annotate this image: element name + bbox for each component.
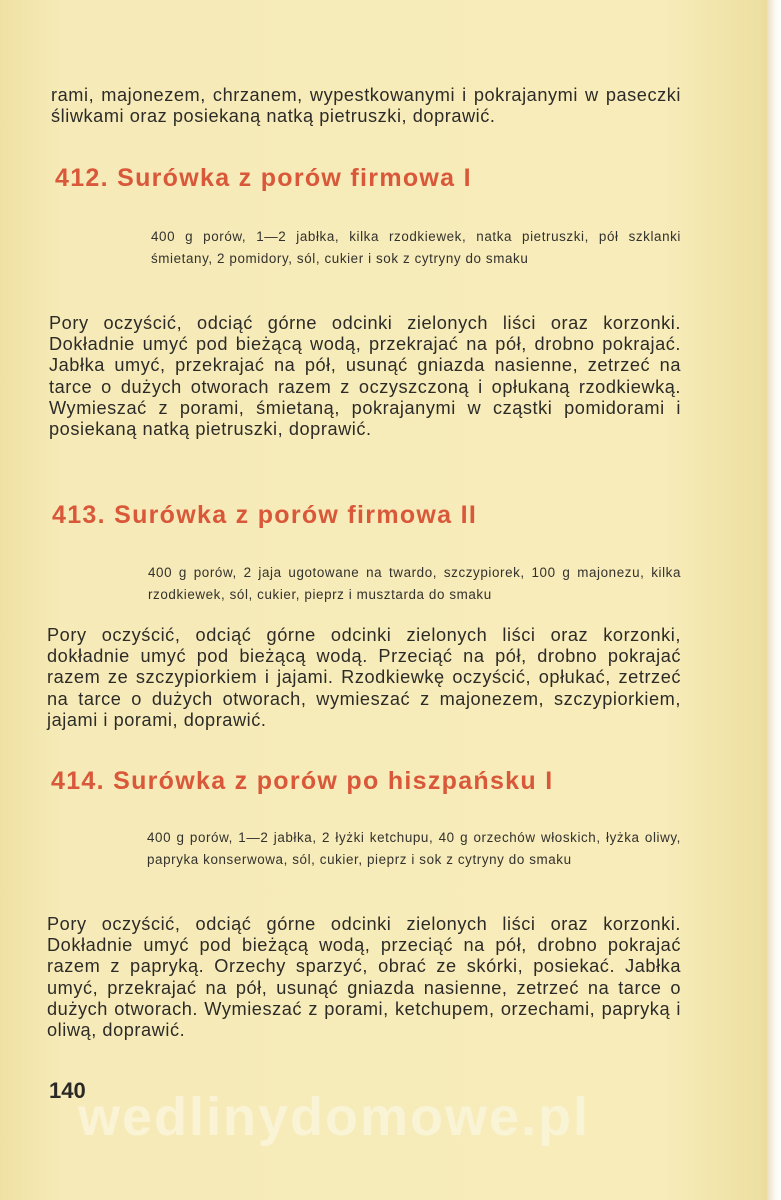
recipe-413-ingredients: 400 g porów, 2 jaja ugotowane na twardo, szczypiorek, 100 g majonezu, kilka rzodkiewek, sól, cukier, pieprz i musztarda do smaku [148, 565, 681, 602]
recipe-413-heading: 413. Surówka z porów firmowa II [52, 501, 478, 529]
recipe-413-instructions: Pory oczyścić, odciąć górne odcinki zielonych liści oraz korzonki, dokładnie umyć pod bieżącą wodą. Przeciąć na pół, drobno pokrajać razem ze szczypiorkiem i jajami. Rzodkiewkę oczyścić, opłukać, zetrzeć na tarce o dużych otworach, wymieszać z majonezem, szczypiorkiem, jajami i porami, doprawić. [47, 625, 681, 730]
recipe-414-heading: 414. Surówka z porów po hiszpańsku I [51, 767, 554, 795]
page-number: 140 [49, 1078, 86, 1103]
intro-paragraph: rami, majonezem, chrzanem, wypestkowanymi i pokrajanymi w paseczki śliwkami oraz posiekaną natką pietruszki, doprawić. [51, 85, 681, 127]
page-edge [767, 0, 781, 1200]
recipe-414-instructions: Pory oczyścić, odciąć górne odcinki zielonych liści oraz korzonki. Dokładnie umyć pod bieżącą wodą, przeciąć na pół, drobno pokrajać razem z papryką. Orzechy sparzyć, obrać ze skórki, posiekać. Jabłka umyć, przekrajać na pół, usunąć gniazda nasienne, zetrzeć na tarce o dużych otworach. Wymieszać z porami, ketchupem, orzechami, papryką i oliwą, doprawić. [47, 914, 681, 1041]
watermark-text: wedlinydomowe.pl [78, 1087, 591, 1147]
recipe-414-ingredients: 400 g porów, 1—2 jabłka, 2 łyżki ketchupu, 40 g orzechów włoskich, łyżka oliwy, papryka konserwowa, sól, cukier, pieprz i sok z cytryny do smaku [147, 830, 681, 867]
recipe-412-instructions: Pory oczyścić, odciąć górne odcinki zielonych liści oraz korzonki. Dokładnie umyć pod bieżącą wodą, przekrajać na pół, drobno pokrajać. Jabłka umyć, przekrajać na pół, usunąć gniazda nasienne, zetrzeć na tarce o dużych otworach razem z oczyszczoną i opłukaną rzodkiewką. Wymieszać z porami, śmietaną, pokrajanymi w cząstki pomidorami i posiekaną natką pietruszki, doprawić. [49, 313, 681, 440]
recipe-412-ingredients: 400 g porów, 1—2 jabłka, kilka rzodkiewek, natka pietruszki, pół szklanki śmietany, 2 pomidory, sól, cukier i sok z cytryny do smaku [151, 229, 681, 266]
recipe-412-heading: 412. Surówka z porów firmowa I [55, 164, 472, 192]
